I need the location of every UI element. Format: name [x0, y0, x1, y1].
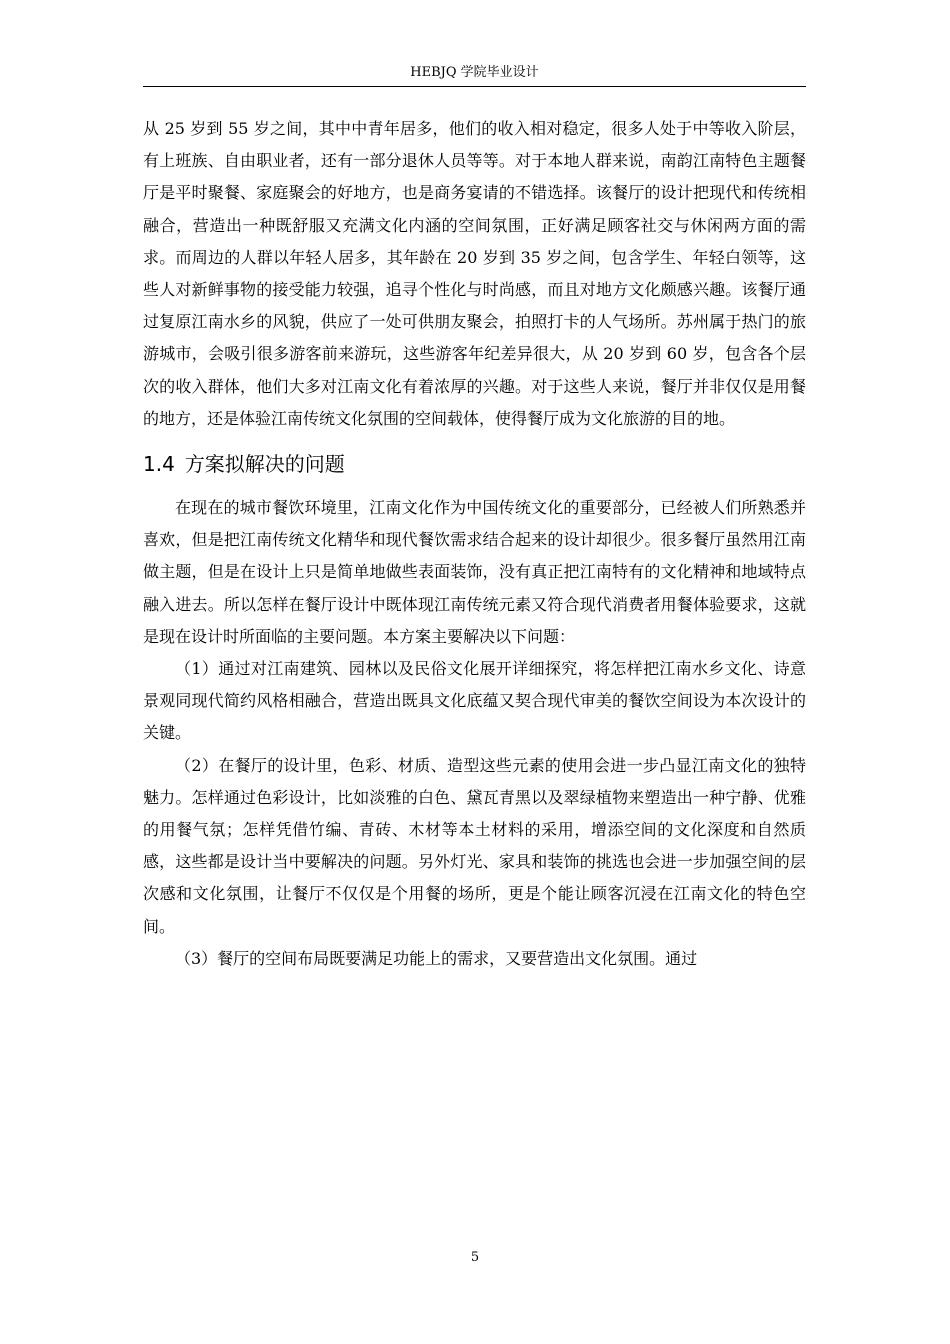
list-item-1: （1）通过对江南建筑、园林以及民俗文化展开详细探究，将怎样把江南水乡文化、诗意景观同现代简约风格相融合，营造出既具文化底蕴又契合现代审美的餐饮空间设为本次设计的关键。	[143, 659, 806, 743]
list-item-2: （2）在餐厅的设计里，色彩、材质、造型这些元素的使用会进一步凸显江南文化的独特魅力。怎样通过色彩设计，比如淡雅的白色、黛瓦青黑以及翠绿植物来塑造出一种宁静、优雅的用餐气氛；怎样凭借竹编、青砖、木材等本土材料的采用，增添空间的文化深度和自然质感，这些都是设计当中要解决的问题。另外灯光、家具和装饰的挑选也会进一步加强空间的层次感和文化氛围，让餐厅不仅仅是个用餐的场所，更是个能让顾客沉浸在江南文化的特色空间。	[143, 755, 806, 936]
document-body	[143, 113, 806, 975]
paragraph-audience: 从 25 岁到 55 岁之间，其中中青年居多，他们的收入相对稳定，很多人处于中等收入阶层，有上班族、自由职业者，还有一部分退休人员等等。对于本地人群来说，南韵江南特色主题餐厅是平时聚餐、家庭聚会的好地方，也是商务宴请的不错选择。该餐厅的设计把现代和传统相融合，营造出一种既舒服又充满文化内涵的空间氛围，正好满足顾客社交与休闲两方面的需求。而周边的人群以年轻人居多，其年龄在 20 岁到 35 岁之间，包含学生、年轻白领等，这些人对新鲜事物的接受能力较强，追寻个性化与时尚感，而且对地方文化颇感兴趣。该餐厅通过复原江南水乡的风貌，供应了一处可供朋友聚会，拍照打卡的人气场所。苏州属于热门的旅游城市，会吸引很多游客前来游玩，这些游客年纪差异很大，从 20 岁到 60 岁，包含各个层次的收入群体，他们大多对江南文化有着浓厚的兴趣。对于这些人来说，餐厅并非仅仅是用餐的地方，还是体验江南传统文化氛围的空间载体，使得餐厅成为文化旅游的目的地。	[143, 119, 806, 428]
section-title: 方案拟解决的问题	[184, 452, 345, 477]
section-number: 1.4	[143, 452, 175, 477]
section-heading	[143, 444, 806, 484]
header-title: HEBJQ 学院毕业设计	[410, 65, 539, 80]
list-item-3: （3）餐厅的空间布局既要满足功能上的需求，又要营造出文化氛围。通过	[175, 948, 698, 968]
page-header	[143, 64, 806, 87]
page-footer	[0, 1249, 950, 1267]
page-number: 5	[470, 1250, 480, 1265]
paragraph-intro: 在现在的城市餐饮环境里，江南文化作为中国传统文化的重要部分，已经被人们所熟悉并喜欢，但是把江南传统文化精华和现代餐饮需求结合起来的设计却很少。很多餐厅虽然用江南做主题，但是在设计上只是简单地做些表面装饰，没有真正把江南特有的文化精神和地域特点融入进去。所以怎样在餐厅设计中既体现江南传统元素又符合现代消费者用餐体验要求，这就是现在设计时所面临的主要问题。本方案主要解决以下问题：	[143, 498, 806, 646]
